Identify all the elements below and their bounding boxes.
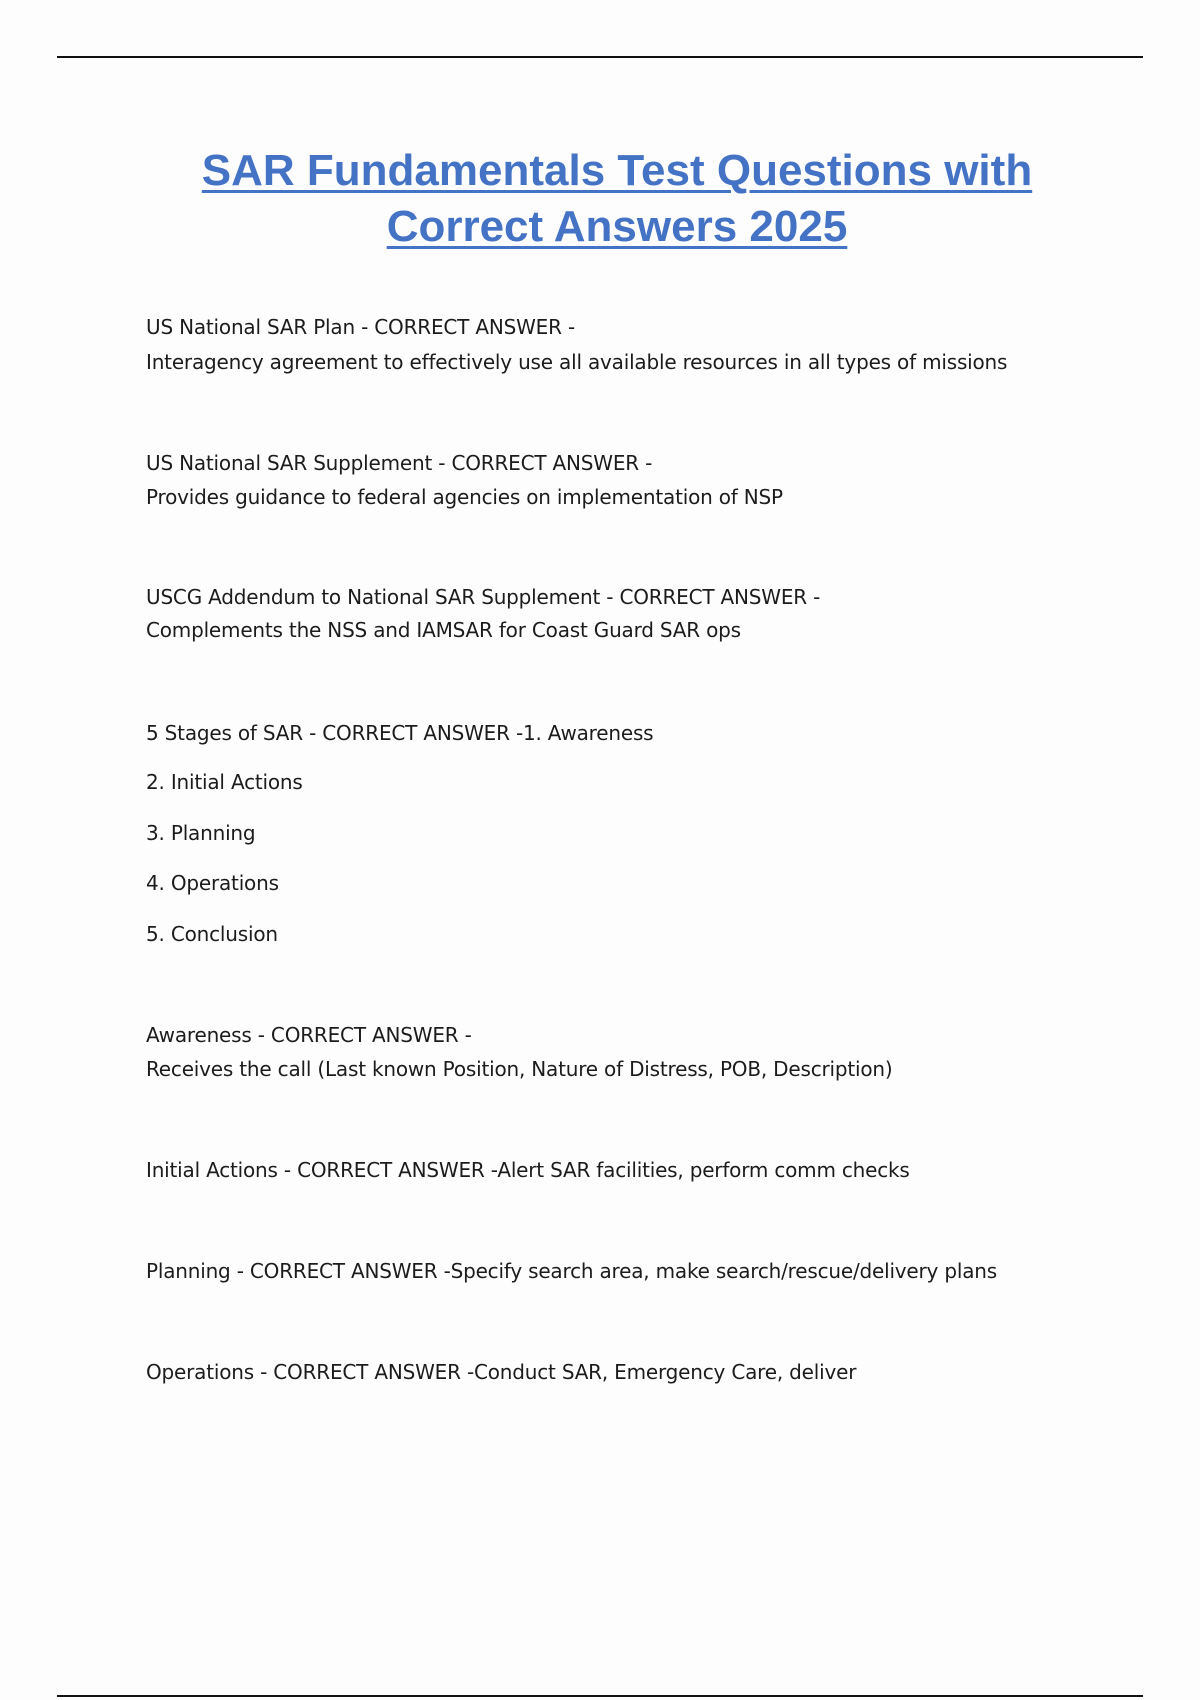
- entry-question: Operations - CORRECT ANSWER -Conduct SAR, Emergency Care, deliver: [146, 1360, 857, 1384]
- entry-question: Planning - CORRECT ANSWER -Specify search area, make search/rescue/delivery plans: [146, 1259, 997, 1283]
- entry-answer: Interagency agreement to effectively use all available resources in all types of missions: [146, 350, 1008, 374]
- entry-question: USCG Addendum to National SAR Supplement - CORRECT ANSWER -: [146, 585, 821, 609]
- document-title: [60, 143, 1174, 255]
- stage-list-item: 5. Conclusion: [146, 922, 278, 946]
- stage-list-item: 2. Initial Actions: [146, 770, 303, 794]
- entry-question: US National SAR Supplement - CORRECT ANSWER -: [146, 451, 653, 475]
- entry-answer: Complements the NSS and IAMSAR for Coast Guard SAR ops: [146, 618, 741, 642]
- entry-answer: Provides guidance to federal agencies on implementation of NSP: [146, 485, 783, 509]
- title-line-2: Correct Answers 2025: [386, 202, 848, 251]
- entry-question: 5 Stages of SAR - CORRECT ANSWER -1. Awareness: [146, 721, 654, 745]
- entry-question: Awareness - CORRECT ANSWER -: [146, 1023, 472, 1047]
- stage-list-item: 4. Operations: [146, 871, 279, 895]
- bottom-rule: [57, 1695, 1143, 1697]
- top-rule: [57, 56, 1143, 58]
- stage-list-item: 3. Planning: [146, 821, 256, 845]
- entry-question: US National SAR Plan - CORRECT ANSWER -: [146, 315, 575, 339]
- entry-question: Initial Actions - CORRECT ANSWER -Alert SAR facilities, perform comm checks: [146, 1158, 910, 1182]
- entry-answer: Receives the call (Last known Position, Nature of Distress, POB, Description): [146, 1057, 893, 1081]
- title-line-1: SAR Fundamentals Test Questions with: [201, 146, 1033, 195]
